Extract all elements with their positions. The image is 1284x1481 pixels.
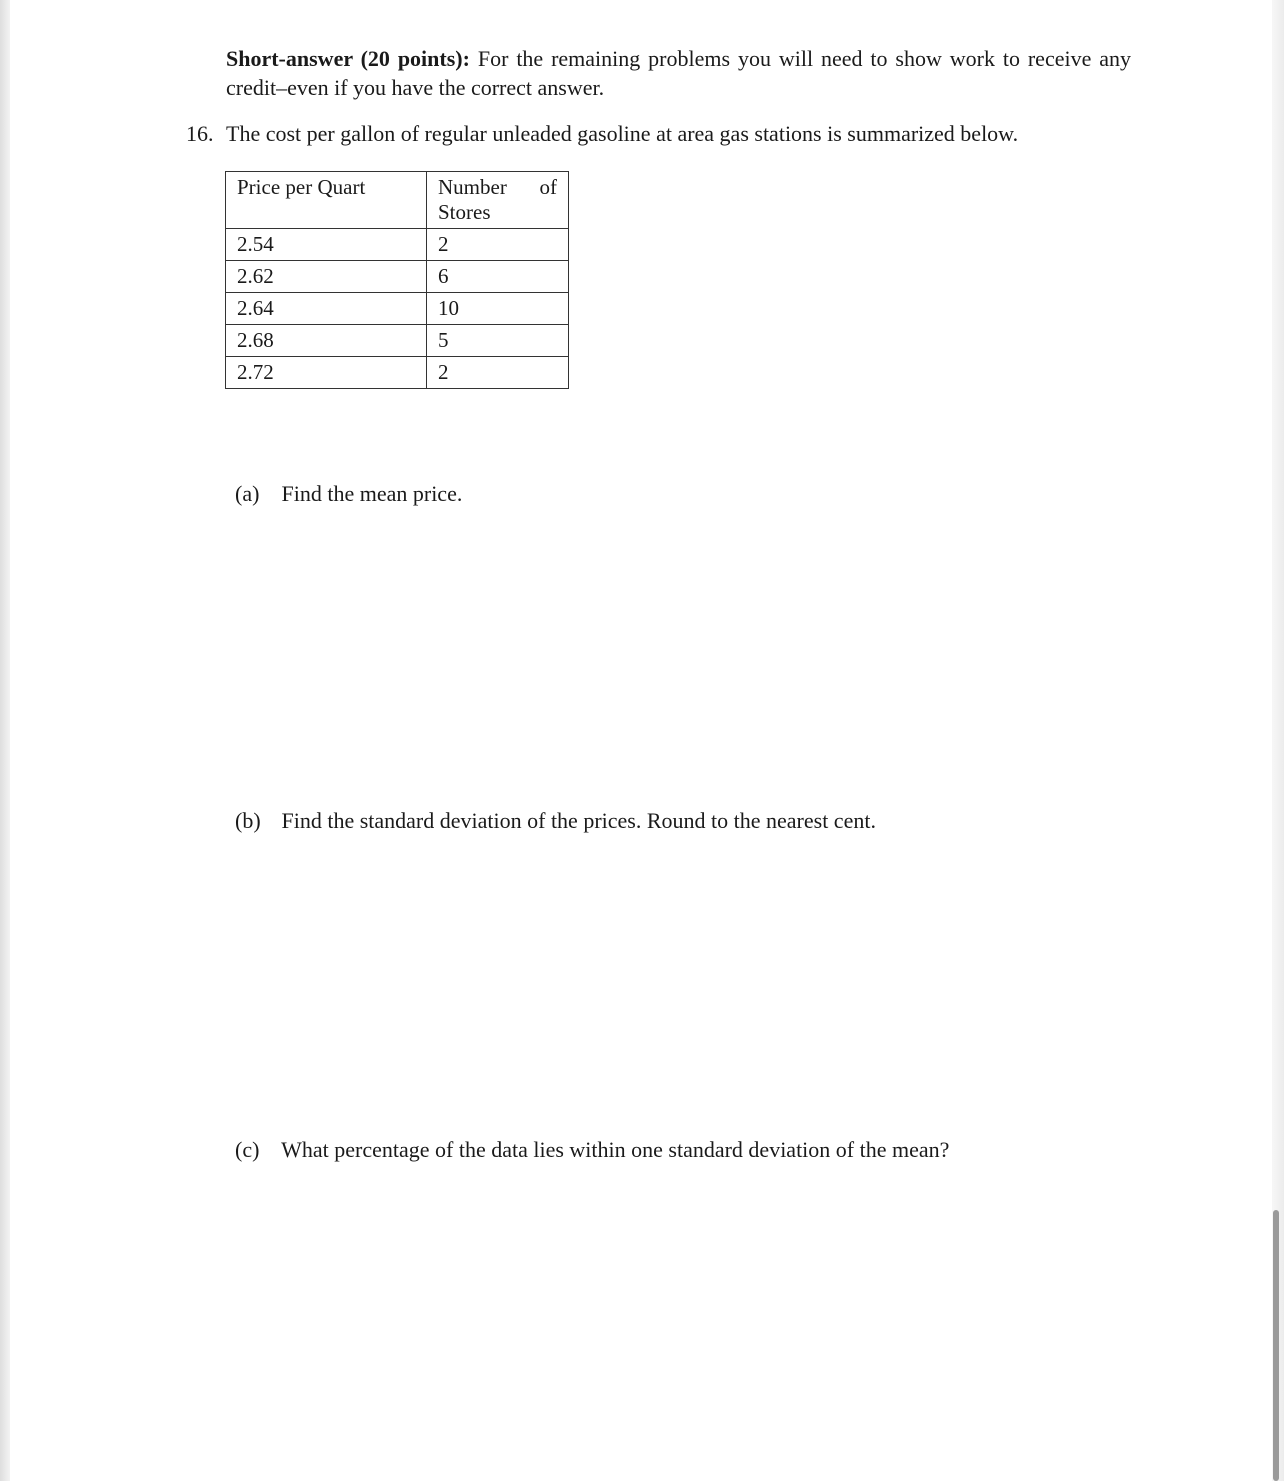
price-cell: 2.62 <box>226 261 427 293</box>
price-cell: 2.68 <box>226 325 427 357</box>
header-stores <box>427 172 569 229</box>
header-stores-line2: Stores <box>438 200 491 224</box>
instructions-text: For the remaining problems you will need to show work to receive any credit–even if you have the correct answer. <box>226 46 1132 100</box>
header-stores-word2: of <box>539 175 557 199</box>
table-row <box>226 293 569 325</box>
part-b-label: (b) <box>235 808 261 833</box>
part-c-label: (c) <box>235 1137 260 1162</box>
part-a <box>235 479 462 508</box>
stores-cell: 6 <box>427 261 569 293</box>
part-c-text: What percentage of the data lies within one standard deviation of the mean? <box>281 1137 950 1162</box>
problem-statement: The cost per gallon of regular unleaded gasoline at area gas stations is summarized below. <box>226 121 1019 146</box>
price-cell: 2.72 <box>226 357 427 389</box>
header-price: Price per Quart <box>226 172 427 229</box>
price-cell: 2.54 <box>226 229 427 261</box>
part-b-text: Find the standard deviation of the prices. Round to the nearest cent. <box>281 808 876 833</box>
part-a-label: (a) <box>235 481 260 506</box>
part-c <box>235 1135 949 1164</box>
table-row <box>226 357 569 389</box>
gas-price-table <box>225 171 569 389</box>
instructions <box>226 44 1131 102</box>
page-left-edge <box>0 0 10 1481</box>
stores-cell: 10 <box>427 293 569 325</box>
instructions-heading: Short-answer (20 points): <box>226 46 470 71</box>
header-stores-word1: Number <box>438 175 507 199</box>
scrollbar-thumb[interactable] <box>1273 1210 1279 1481</box>
stores-cell: 5 <box>427 325 569 357</box>
table-header-row <box>226 172 569 229</box>
table-row <box>226 325 569 357</box>
problem-number: 16. <box>186 121 214 146</box>
part-b <box>235 806 876 835</box>
stores-cell: 2 <box>427 229 569 261</box>
part-a-text: Find the mean price. <box>281 481 463 506</box>
stores-cell: 2 <box>427 357 569 389</box>
table-row <box>226 261 569 293</box>
table-row <box>226 229 569 261</box>
price-cell: 2.64 <box>226 293 427 325</box>
